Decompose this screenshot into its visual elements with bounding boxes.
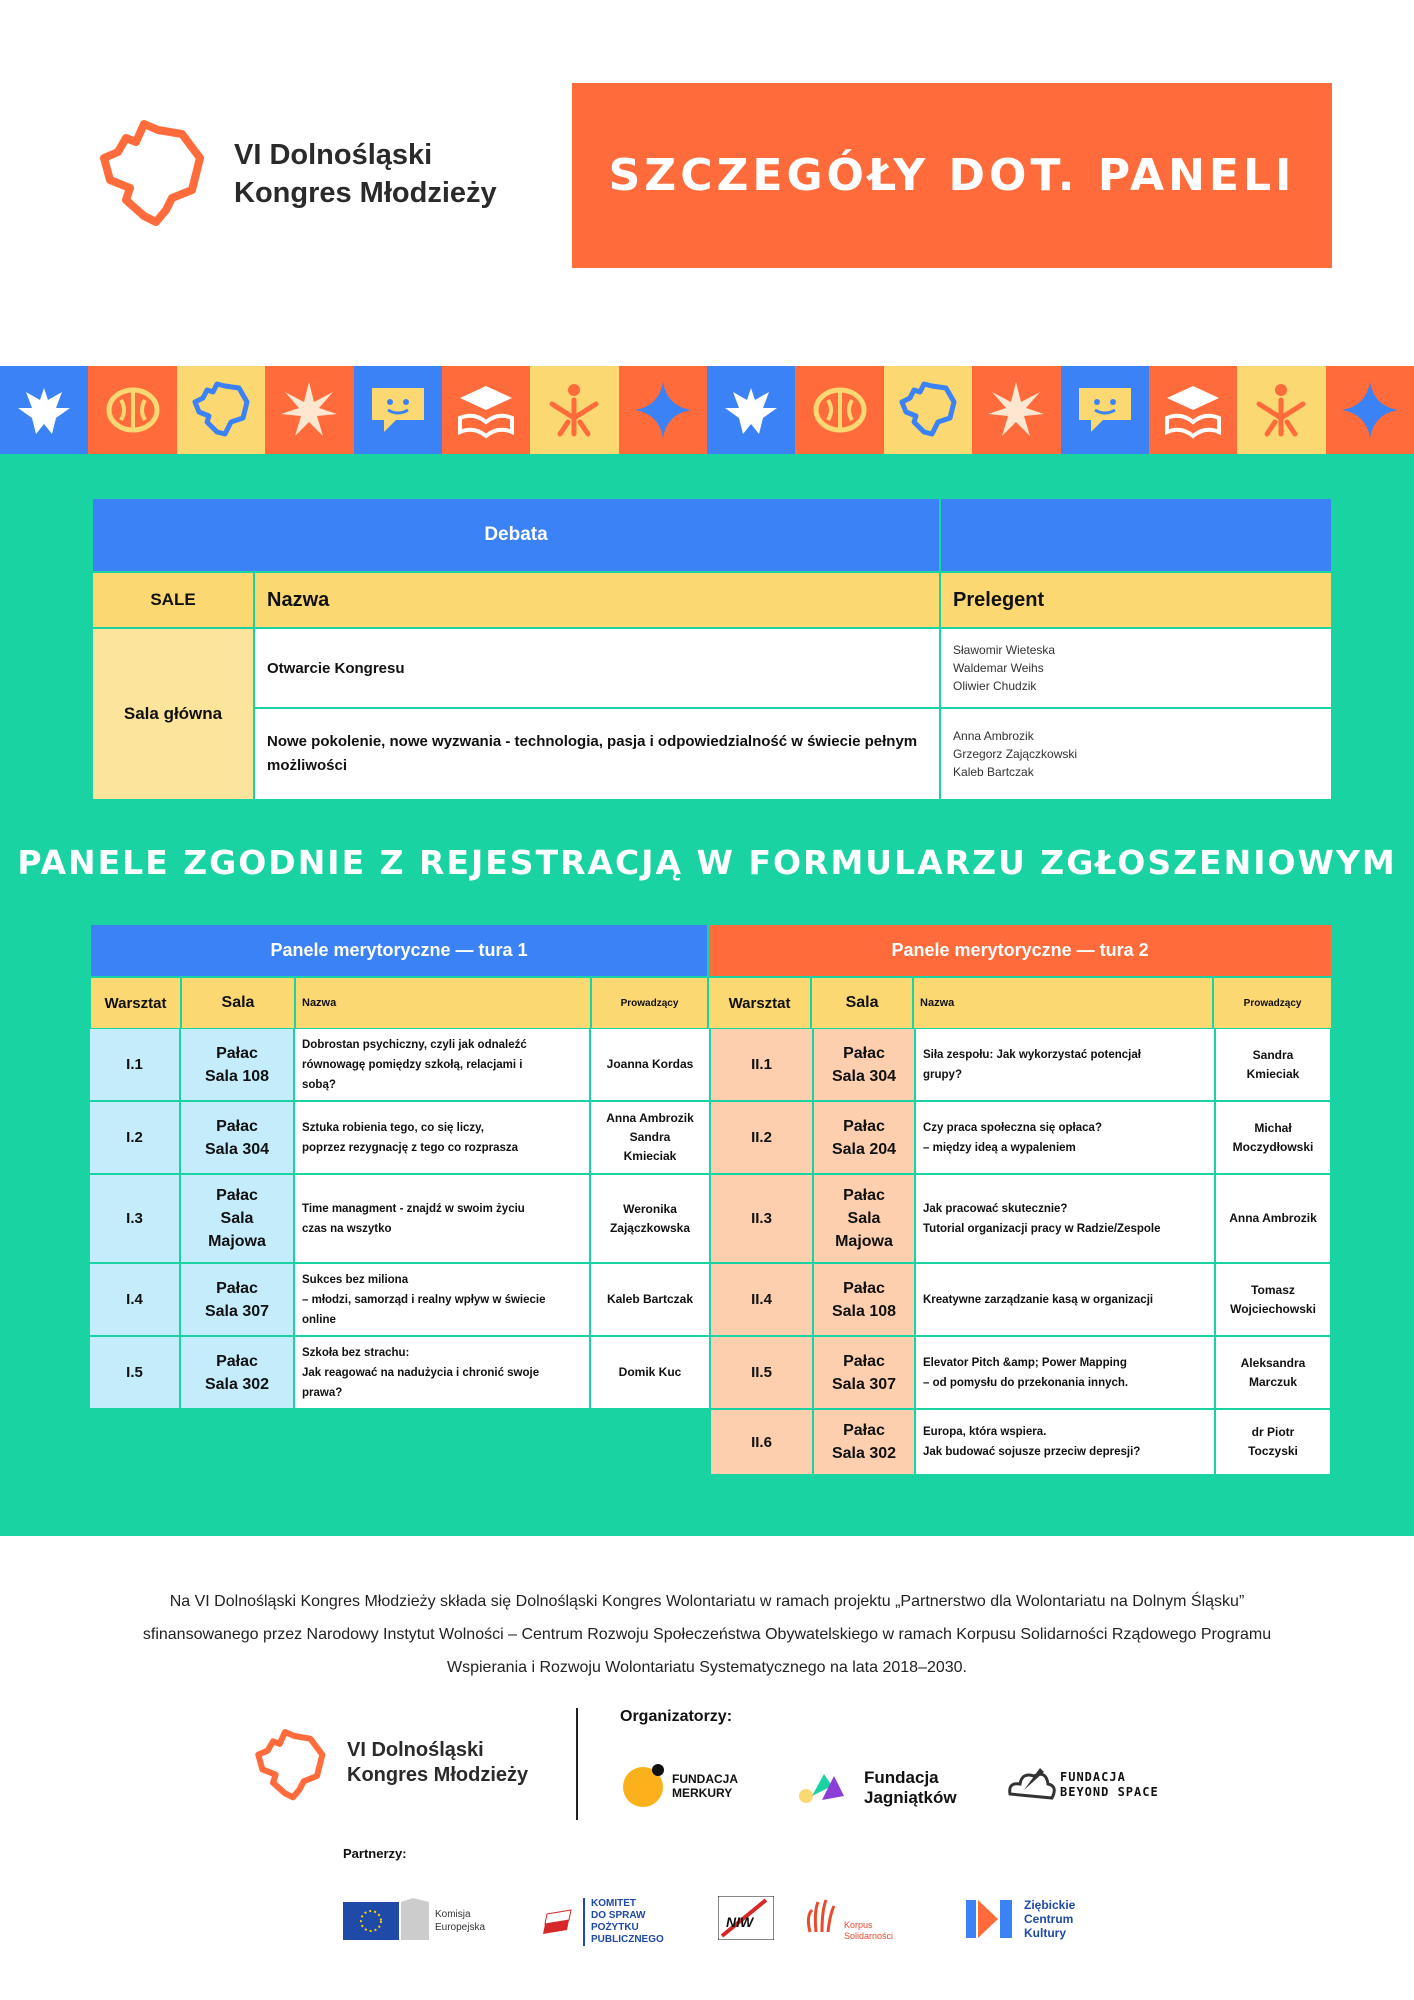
- table-cell: [710, 1101, 813, 1174]
- room-line: Sala 108: [831, 1302, 897, 1320]
- panels-table: [89, 923, 1333, 1030]
- room-line: Sala 307: [831, 1375, 897, 1393]
- speech-bubble-icon: [1061, 366, 1149, 454]
- region-map-icon: [177, 366, 265, 454]
- workshop-id: II.3: [751, 1210, 772, 1227]
- table-row: [89, 1174, 710, 1263]
- table-cell: [1215, 1174, 1331, 1263]
- graduation-book-icon: [1149, 366, 1237, 454]
- partner-text: PUBLICZNEGO: [591, 1934, 664, 1945]
- topic-line: Kreatywne zarządzanie kasą w organizacji: [923, 1293, 1154, 1306]
- table-cell: [294, 1336, 590, 1409]
- room-line: Sala: [847, 1210, 881, 1227]
- table-cell: [915, 1336, 1215, 1409]
- footer-text: [60, 1585, 1354, 1684]
- table-row: [89, 1028, 710, 1101]
- speaker: Kaleb Bartczak: [953, 765, 1034, 779]
- graduation-book-icon: [442, 366, 530, 454]
- debata-row-title: Nowe pokolenie, nowe wyzwania - technologia, pasja i odpowiedzialność w świecie pełnym możliwości: [254, 708, 940, 800]
- section-title: PANELE ZGODNIE Z REJESTRACJĄ W FORMULARZU ZGŁOSZENIOWYM: [17, 843, 1397, 882]
- topic-line: – młodzi, samorząd i realny wpływ w świecie: [302, 1293, 546, 1306]
- workshop-id: I.2: [126, 1129, 143, 1146]
- partner-zck-logo: [964, 1898, 1104, 1948]
- table-cell: [710, 1174, 813, 1263]
- header-warsztat: Warsztat: [708, 977, 811, 1029]
- topic-line: Time managment - znajdź w swoim życiu: [302, 1202, 525, 1215]
- lead-line: Zajączkowska: [609, 1220, 691, 1235]
- table-row: [89, 1101, 710, 1174]
- table-cell: [89, 1028, 180, 1101]
- speaker: Anna Ambrozik: [953, 729, 1034, 743]
- topic-line: Sztuka robienia tego, co się liczy,: [302, 1121, 484, 1134]
- table-cell: [294, 1263, 590, 1336]
- footer-line: Wspierania i Rozwoju Wolontariatu Systematycznego na lata 2018–2030.: [447, 1659, 967, 1676]
- workshop-id: I.4: [126, 1291, 143, 1308]
- speech-bubble-icon: [354, 366, 442, 454]
- lead-line: Anna Ambrozik: [606, 1111, 694, 1125]
- col-prelegent: Prelegent: [940, 572, 1332, 628]
- partner-text: Kultury: [1024, 1926, 1066, 1940]
- room-line: Majowa: [835, 1233, 893, 1250]
- topic-line: Tutorial organizacji pracy w Radzie/Zespole: [923, 1222, 1161, 1235]
- table-cell: [1215, 1101, 1331, 1174]
- table-row: [710, 1174, 1331, 1263]
- table-cell: [1215, 1028, 1331, 1101]
- table-cell: [1215, 1336, 1331, 1409]
- table-cell: [180, 1101, 294, 1174]
- table-row: [710, 1263, 1331, 1336]
- rocket-cloud-icon: [1004, 1758, 1058, 1808]
- partners-label: Partnerzy:: [343, 1846, 407, 1861]
- table-cell: [89, 1101, 180, 1174]
- debata-table: [91, 497, 1333, 801]
- speaker: Sławomir Wieteska: [953, 643, 1056, 657]
- table-cell: [89, 1263, 180, 1336]
- partner-text: NIW: [726, 1914, 754, 1930]
- org-jagniatkow-logo: [798, 1766, 968, 1810]
- table-cell: [89, 1336, 180, 1409]
- table-cell: [813, 1028, 915, 1101]
- org-beyond-space-logo: [1004, 1758, 1204, 1808]
- table-cell: [915, 1101, 1215, 1174]
- speaker: Waldemar Weihs: [953, 661, 1044, 675]
- lead-line: Aleksandra: [1240, 1355, 1306, 1370]
- congress-logo: [96, 118, 526, 238]
- table-row: [710, 1336, 1331, 1409]
- organizers-label: Organizatorzy:: [620, 1708, 733, 1725]
- room-line: Sala 302: [831, 1445, 897, 1462]
- speaker: Oliwier Chudzik: [953, 679, 1037, 693]
- col-nazwa: Nazwa: [254, 572, 940, 628]
- partner-text: Europejska: [435, 1922, 486, 1933]
- header-prowadzacy: Prowadzący: [1213, 977, 1332, 1029]
- table-cell: [710, 1409, 813, 1475]
- star-icon: [619, 366, 707, 454]
- room-line: Majowa: [208, 1233, 266, 1250]
- sparkle-icon: [972, 366, 1060, 454]
- table-cell: [1215, 1409, 1331, 1475]
- topic-line: Dobrostan psychiczny, czyli jak odnaleźć: [302, 1038, 527, 1051]
- lead-line: Sandra: [1252, 1047, 1294, 1062]
- table-cell: [915, 1409, 1215, 1475]
- jagniatkow-icon: [798, 1766, 850, 1806]
- table-cell: [590, 1174, 710, 1263]
- lead-line: Kmieciak: [623, 1149, 677, 1163]
- table-cell: [180, 1174, 294, 1263]
- lead-line: Tomasz: [1251, 1282, 1295, 1297]
- lead-line: Michał: [1254, 1120, 1292, 1135]
- room-line: Pałac: [216, 1279, 258, 1297]
- org1-line: FUNDACJA: [672, 1772, 738, 1786]
- partner-text: DO SPRAW: [591, 1910, 646, 1921]
- partner-niw-logo: [718, 1896, 778, 1946]
- room-line: Pałac: [216, 1352, 258, 1370]
- table-cell: [294, 1101, 590, 1174]
- room-line: Pałac: [216, 1187, 258, 1204]
- room-cell: Sala główna: [92, 628, 254, 800]
- eu-flag-icon: [343, 1898, 433, 1942]
- table-cell: [813, 1336, 915, 1409]
- partner-text: POŻYTKU: [591, 1922, 639, 1933]
- topic-line: Europa, która wspiera.: [923, 1426, 1047, 1438]
- divider: [576, 1708, 578, 1820]
- brain-icon: [795, 366, 883, 454]
- table-cell: [813, 1174, 915, 1263]
- merkury-icon: [620, 1762, 666, 1808]
- topic-line: Czy praca społeczna się opłaca?: [923, 1121, 1102, 1134]
- table-cell: [590, 1263, 710, 1336]
- lead-line: Kaleb Bartczak: [606, 1292, 694, 1306]
- region-map-icon: [884, 366, 972, 454]
- sparkle-icon: [265, 366, 353, 454]
- room-line: Sala 204: [831, 1140, 897, 1158]
- table-cell: [1215, 1263, 1331, 1336]
- table-cell: [294, 1028, 590, 1101]
- table-row: [710, 1101, 1331, 1174]
- room-line: Pałac: [843, 1044, 885, 1062]
- table-cell: [180, 1336, 294, 1409]
- table-cell: [590, 1101, 710, 1174]
- speakers-cell: [940, 708, 1332, 800]
- table-cell: [813, 1101, 915, 1174]
- lead-line: Domik Kuc: [618, 1365, 682, 1379]
- workshop-id: II.6: [751, 1433, 772, 1451]
- lead-line: Weronika: [623, 1201, 677, 1216]
- table-cell: [710, 1263, 813, 1336]
- lead-line: Kmieciak: [1246, 1066, 1300, 1081]
- lead-line: Wojciechowski: [1230, 1301, 1316, 1316]
- page-title: SZCZEGÓŁY DOT. PANELI: [608, 150, 1296, 201]
- logo-line2: Kongres Młodzieży: [234, 177, 497, 209]
- org3-line: BEYOND SPACE: [1060, 1785, 1159, 1799]
- header-prowadzacy: Prowadzący: [591, 977, 708, 1029]
- table-cell: [915, 1174, 1215, 1263]
- topic-line: sobą?: [302, 1078, 336, 1091]
- eagle-icon: [707, 366, 795, 454]
- zck-icon: [964, 1898, 1016, 1940]
- topic-line: Jak budować sojusze przeciw depresji?: [923, 1446, 1141, 1458]
- table-cell: [710, 1028, 813, 1101]
- topic-line: czas na wszytko: [302, 1222, 392, 1235]
- logo-line1: VI Dolnośląski: [234, 139, 433, 171]
- room-line: Pałac: [216, 1044, 258, 1062]
- speaker: Grzegorz Zajączkowski: [953, 747, 1078, 761]
- room-line: Sala 108: [204, 1067, 270, 1085]
- partner-korpus-logo: [804, 1896, 934, 1946]
- table-cell: [180, 1028, 294, 1101]
- room-line: Sala 302: [204, 1375, 270, 1393]
- org2-line: Jagniątków: [864, 1788, 957, 1807]
- workshop-id: II.4: [751, 1291, 772, 1308]
- table-cell: [590, 1336, 710, 1409]
- topic-line: grupy?: [923, 1068, 962, 1081]
- lead-line: Joanna Kordas: [606, 1057, 694, 1071]
- hand-icon: [804, 1896, 838, 1936]
- debata-title: Debata: [92, 498, 940, 572]
- header-warsztat: Warsztat: [90, 977, 181, 1029]
- room-line: Pałac: [843, 1422, 885, 1439]
- table-row: [89, 1263, 710, 1336]
- lead-line: Sandra: [629, 1130, 671, 1144]
- topic-line: równowagę pomiędzy szkołą, relacjami i: [302, 1058, 523, 1071]
- workshop-id: I.5: [126, 1364, 143, 1381]
- lead-line: Moczydłowski: [1232, 1139, 1314, 1154]
- table-cell: [813, 1263, 915, 1336]
- topic-line: Szkoła bez strachu:: [302, 1346, 410, 1359]
- table-row: [710, 1028, 1331, 1101]
- topic-line: prawa?: [302, 1386, 343, 1399]
- region-map-icon: [253, 1728, 333, 1808]
- header-nazwa: Nazwa: [913, 977, 1213, 1029]
- room-line: Pałac: [843, 1279, 885, 1297]
- table-cell: [915, 1263, 1215, 1336]
- col-sale: SALE: [92, 572, 254, 628]
- table-cell: [590, 1028, 710, 1101]
- room-line: Pałac: [843, 1187, 885, 1204]
- topic-line: online: [302, 1313, 336, 1326]
- lead-line: Marczuk: [1248, 1374, 1298, 1389]
- icon-strip: [0, 366, 1414, 454]
- debata-title-empty: [940, 498, 1332, 572]
- footer-logo-line2: Kongres Młodzieży: [347, 1764, 529, 1786]
- pl-flag-icon: [543, 1908, 577, 1938]
- workshop-id: II.1: [751, 1056, 772, 1073]
- topic-line: poprzez rezygnację z tego co rozprasza: [302, 1141, 519, 1154]
- topic-line: Jak reagować na nadużycia i chronić swoje: [302, 1366, 540, 1379]
- title-banner: [572, 83, 1332, 268]
- table-cell: [915, 1028, 1215, 1101]
- partner-text: Komisja: [435, 1909, 471, 1920]
- table-cell: [294, 1174, 590, 1263]
- org-merkury-logo: [620, 1762, 760, 1808]
- topic-line: Siła zespołu: Jak wykorzystać potencjał: [923, 1048, 1141, 1061]
- partner-kpp-logo: [543, 1898, 683, 1948]
- org2-line: Fundacja: [864, 1768, 939, 1787]
- topic-line: Elevator Pitch &amp; Power Mapping: [923, 1356, 1127, 1369]
- room-line: Pałac: [216, 1117, 258, 1135]
- room-line: Pałac: [843, 1352, 885, 1370]
- lead-line: Anna Ambrozik: [1229, 1211, 1317, 1225]
- workshop-id: I.1: [126, 1056, 143, 1073]
- room-line: Sala 304: [831, 1067, 897, 1085]
- topic-line: – między ideą a wypaleniem: [923, 1141, 1076, 1154]
- debata-row-title: Otwarcie Kongresu: [254, 628, 940, 708]
- workshop-id: II.2: [751, 1129, 772, 1146]
- table-cell: [180, 1263, 294, 1336]
- topic-line: Sukces bez miliona: [302, 1273, 409, 1286]
- header-sala: Sala: [811, 977, 913, 1029]
- topic-line: – od pomysłu do przekonania innych.: [923, 1376, 1129, 1389]
- table-row: [710, 1409, 1331, 1475]
- table-cell: [813, 1409, 915, 1475]
- partner-text: Ziębickie: [1024, 1898, 1076, 1912]
- table-row: [89, 1336, 710, 1409]
- footer-logo: [253, 1728, 553, 1808]
- org3-line: FUNDACJA: [1060, 1770, 1126, 1784]
- room-line: Sala 307: [204, 1302, 270, 1320]
- star-icon: [1326, 366, 1414, 454]
- partner-text: Centrum: [1024, 1912, 1074, 1926]
- people-icon: [530, 366, 618, 454]
- tura2-title: Panele merytoryczne — tura 2: [708, 924, 1332, 977]
- partner-eu-logo: [343, 1898, 503, 1946]
- table-cell: [710, 1336, 813, 1409]
- workshop-id: II.5: [751, 1364, 772, 1381]
- region-map-icon: [96, 118, 216, 238]
- speakers-cell: [940, 628, 1332, 708]
- table-cell: [89, 1174, 180, 1263]
- header-nazwa: Nazwa: [295, 977, 591, 1029]
- eagle-icon: [0, 366, 88, 454]
- room-line: Sala: [220, 1210, 254, 1227]
- tura1-title: Panele merytoryczne — tura 1: [90, 924, 708, 977]
- brain-icon: [88, 366, 176, 454]
- footer-line: Na VI Dolnośląski Kongres Młodzieży składa się Dolnośląski Kongres Wolontariatu w ramach projektu „Partnerstwo dla Wolontariatu na Dolnym Śląsku”: [169, 1593, 1245, 1610]
- footer-logo-line1: VI Dolnośląski: [347, 1739, 484, 1761]
- header-sala: Sala: [181, 977, 295, 1029]
- room-line: Sala 304: [204, 1140, 270, 1158]
- workshop-id: I.3: [126, 1210, 143, 1227]
- partner-text: KOMITET: [591, 1898, 636, 1909]
- org1-line: MERKURY: [672, 1786, 733, 1800]
- people-icon: [1237, 366, 1325, 454]
- partner-text: Korpus Solidarności: [844, 1920, 894, 1941]
- footer-line: sfinansowanego przez Narodowy Instytut Wolności – Centrum Rozwoju Społeczeństwa Obywatelskiego w ramach Korpusu Solidarności Rządowego Programu: [142, 1626, 1272, 1643]
- topic-line: Jak pracować skutecznie?: [923, 1202, 1068, 1215]
- lead-line: Toczyski: [1248, 1444, 1298, 1458]
- lead-line: dr Piotr: [1251, 1425, 1295, 1439]
- room-line: Pałac: [843, 1117, 885, 1135]
